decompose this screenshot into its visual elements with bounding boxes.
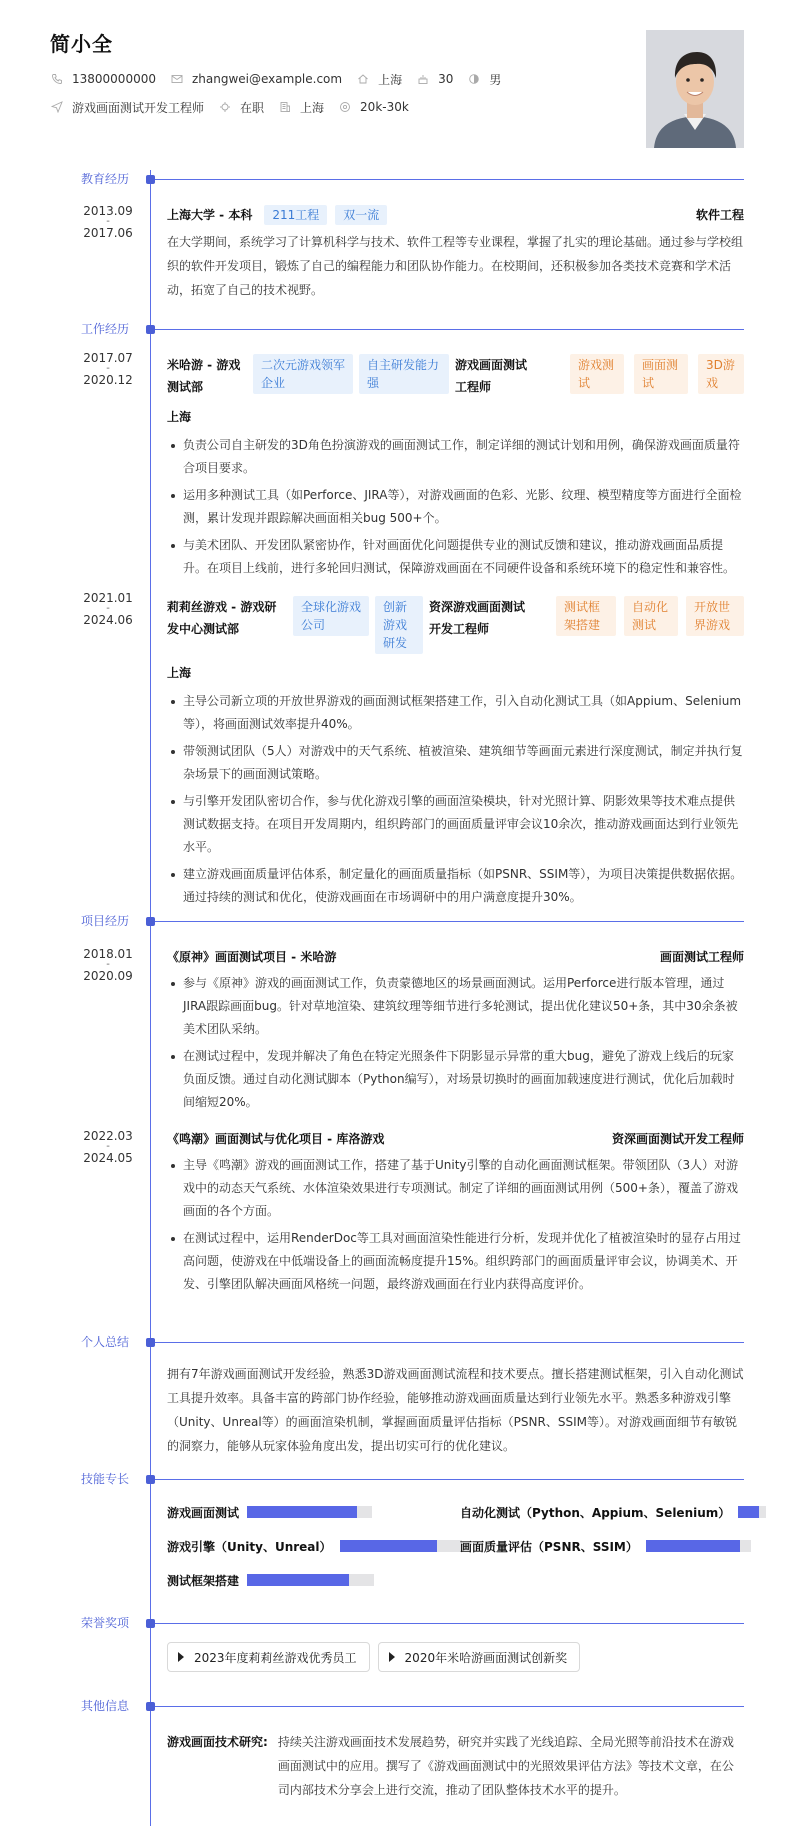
- skill-item: [460, 1538, 751, 1554]
- list-item: 主导《鸣潮》游戏的画面测试工作，搭建了基于Unity引擎的自动化画面测试框架。带领团队（3人）对游戏中的动态天气系统、水体渲染效果进行专项测试。制定了详细的画面测试用例（500+条），覆盖了游戏画面的各个方面。: [167, 1154, 744, 1223]
- award-label: 2023年度莉莉丝游戏优秀员工: [194, 1650, 357, 1665]
- edu-date: 2013.09 - 2017.06: [83, 204, 133, 240]
- project-bullets: [167, 972, 744, 1114]
- status-item: [218, 99, 264, 116]
- skill-item: [460, 1504, 766, 1520]
- timeline-dot: [146, 1475, 155, 1484]
- timeline-dot: [146, 325, 155, 334]
- section-rule: [155, 921, 744, 922]
- other-label: 游戏画面技术研究:: [167, 1735, 268, 1749]
- section-other: [0, 1697, 794, 1717]
- company-name: 米哈游 - 游戏测试部: [167, 358, 241, 394]
- skill-name: 游戏引擎（Unity、Unreal）: [167, 1539, 332, 1554]
- skill-bar-fill: [340, 1540, 438, 1552]
- list-item: 与美术团队、开发团队紧密协作，针对画面优化问题提供专业的测试反馈和建议，推动游戏画面品质提升。在项目上线前，进行多轮回归测试，保障游戏画面在不同硬件设备和系统环境下的稳定性和兼容性。: [167, 534, 744, 580]
- building-icon: [278, 100, 292, 114]
- work-entry: [167, 596, 744, 913]
- salary-item: [338, 100, 409, 114]
- other-text: 持续关注游戏画面技术发展趋势，研究并实践了光线追踪、全局光照等前沿技术在游戏画面测试中的应用。撰写了《游戏画面测试中的光照效果评估方法》等技术文章，在公司内部技术分享会上进行交流，推动了团队整体技术水平的提升。: [277, 1735, 734, 1797]
- project-entry: [167, 1128, 744, 1300]
- summary-block: [167, 1362, 744, 1458]
- skill-bar: [340, 1540, 462, 1552]
- end-date: 2024.06: [83, 613, 133, 627]
- target-job-item: [50, 99, 204, 116]
- section-title: 其他信息: [81, 1699, 130, 1713]
- work-date: 2017.07 - 2020.12: [83, 351, 133, 387]
- project-bullets: [167, 1154, 744, 1296]
- gender-value: 男: [489, 72, 502, 87]
- gender-item: [467, 71, 501, 88]
- list-item: 负责公司自主研发的3D角色扮演游戏的画面测试工作，制定详细的测试计划和用例，确保游戏画面质量符合项目要求。: [167, 434, 744, 480]
- company-tag: 二次元游戏领军企业: [253, 354, 353, 394]
- section-rule: [155, 329, 744, 330]
- timeline-dot: [146, 917, 155, 926]
- list-item: 建立游戏画面质量评估体系，制定量化的画面质量指标（如PSNR、SSIM等），为项目决策提供数据依据。通过持续的测试和优化，使游戏画面在市场调研中的用户满意度提升30%。: [167, 863, 744, 909]
- section-rule: [155, 1479, 744, 1480]
- phone-value: 13800000000: [72, 72, 156, 86]
- target-city-value: 上海: [300, 100, 325, 115]
- section-project: [0, 912, 794, 932]
- list-item: 在测试过程中，运用RenderDoc等工具对画面渲染性能进行分析，发现并优化了植被渲染时的显存占用过高问题，使游戏在中低端设备上的画面流畅度提升15%。组织跨部门的画面质量评审会议，协调美术、开发、引擎团队解决画面风格统一问题，最终游戏画面在行业内获得高度评价。: [167, 1227, 744, 1296]
- major: 软件工程: [695, 208, 744, 222]
- award-label: 2020年米哈游画面测试创新奖: [404, 1650, 568, 1665]
- job-intent-row: [50, 99, 630, 115]
- skill-bar: [247, 1506, 372, 1518]
- end-date: 2024.05: [83, 1151, 133, 1165]
- summary-text: 拥有7年游戏画面测试开发经验，熟悉3D游戏画面测试流程和技术要点。擅长搭建测试框架，引入自动化测试工具提升效率。具备丰富的跨部门协作经验，能够推动游戏画面质量达到行业领先水平。熟悉多种游戏引擎（Unity、Unreal等）的画面渲染机制，掌握画面质量评估指标（PSNR、SSIM等）。对游戏画面细节有敏锐的洞察力，能够从玩家体验角度出发，提出切实可行的优化建议。: [167, 1367, 744, 1453]
- other-block: [167, 1730, 744, 1802]
- age-item: [416, 72, 453, 86]
- status-icon: [218, 100, 232, 114]
- project-date: 2018.01 - 2020.09: [83, 947, 133, 983]
- location-item: [356, 71, 402, 88]
- contact-row: [50, 71, 630, 87]
- skill-tag: 开放世界游戏: [686, 596, 744, 636]
- status-value: 在职: [240, 100, 265, 115]
- home-icon: [356, 72, 370, 86]
- job-role: 资深游戏画面测试开发工程师: [429, 600, 526, 636]
- edu-description: 在大学期间，系统学习了计算机科学与技术、软件工程等专业课程，掌握了扎实的理论基础。通过参与学校组织的软件开发项目，锻炼了自己的编程能力和团队协作能力。在校期间，还积极参加各类技术竞赛和学术活动，拓宽了自己的技术视野。: [167, 235, 744, 297]
- edu-entry: [167, 204, 744, 302]
- section-rule: [155, 1706, 744, 1707]
- section-summary: [0, 1333, 794, 1353]
- start-date: 2018.01: [83, 947, 133, 961]
- list-item: 在测试过程中，发现并解决了角色在特定光照条件下阴影显示异常的重大bug，避免了游戏上线后的玩家负面反馈。通过自动化测试脚本（Python编写），对场景切换时的画面加载速度进行测试，优化后加载时间缩短20%。: [167, 1045, 744, 1114]
- email-value: zhangwei@example.com: [191, 72, 343, 86]
- start-date: 2021.01: [83, 591, 133, 605]
- age-value: 30: [438, 72, 454, 86]
- timeline-dot: [146, 1702, 155, 1711]
- work-entry: [167, 354, 744, 584]
- project-role: 资深画面测试开发工程师: [611, 1132, 744, 1146]
- school-name: 上海大学 - 本科: [167, 208, 253, 222]
- section-title: 教育经历: [81, 172, 130, 186]
- skill-bar: [646, 1540, 751, 1552]
- skill-name: 测试框架搭建: [167, 1573, 240, 1588]
- candidate-name: 简小全: [50, 32, 113, 56]
- section-skills: [0, 1470, 794, 1490]
- project-entry: [167, 946, 744, 1118]
- end-date: 2020.09: [83, 969, 133, 983]
- location-value: 上海: [378, 72, 403, 87]
- list-item: 主导公司新立项的开放世界游戏的画面测试框架搭建工作，引入自动化测试工具（如Appium、Selenium等），将画面测试效率提升40%。: [167, 690, 744, 736]
- end-date: 2020.12: [83, 373, 133, 387]
- section-rule: [155, 1342, 744, 1343]
- end-date: 2017.06: [83, 226, 133, 240]
- list-item: 参与《原神》游戏的画面测试工作，负责蒙德地区的场景画面测试。运用Perforce进行版本管理，通过JIRA跟踪画面bug。针对草地渲染、建筑纹理等细节进行多轮测试，提出优化建议50+条，其中30余条被美术团队采纳。: [167, 972, 744, 1041]
- target-city-item: [278, 99, 324, 116]
- job-role: 游戏画面测试工程师: [455, 358, 528, 394]
- skill-item: [167, 1538, 462, 1554]
- project-name: 《鸣潮》画面测试与优化项目 - 库洛游戏: [167, 1132, 385, 1146]
- section-awards: [0, 1614, 794, 1634]
- company-tag: 创新游戏研发: [375, 596, 423, 654]
- avatar: [646, 30, 744, 148]
- awards-list: [167, 1642, 744, 1672]
- play-icon: [178, 1652, 184, 1662]
- award-item: [167, 1642, 370, 1672]
- mail-icon: [170, 72, 184, 86]
- project-role: 画面测试工程师: [659, 950, 744, 964]
- section-work: [0, 320, 794, 340]
- skill-name: 自动化测试（Python、Appium、Selenium）: [460, 1505, 731, 1520]
- phone-item: [50, 72, 156, 86]
- skill-tag: 画面测试: [634, 354, 688, 394]
- list-item: 运用多种测试工具（如Perforce、JIRA等），对游戏画面的色彩、光影、纹理、模型精度等方面进行全面检测，累计发现并跟踪解决画面相关bug 500+个。: [167, 484, 744, 530]
- project-name: 《原神》画面测试项目 - 米哈游: [167, 950, 337, 964]
- skill-bar-fill: [247, 1574, 349, 1586]
- list-item: 带领测试团队（5人）对游戏中的天气系统、植被渲染、建筑细节等画面元素进行深度测试，制定并执行复杂场景下的画面测试策略。: [167, 740, 744, 786]
- skill-tag: 测试框架搭建: [556, 596, 616, 636]
- section-rule: [155, 1623, 744, 1624]
- section-title: 技能专长: [81, 1472, 130, 1486]
- timeline-dot: [146, 175, 155, 184]
- start-date: 2022.03: [83, 1129, 133, 1143]
- work-bullets: [167, 690, 744, 909]
- project-date: 2022.03 - 2024.05: [83, 1129, 133, 1165]
- salary-icon: [338, 100, 352, 114]
- work-location: 上海: [167, 410, 192, 424]
- phone-icon: [50, 72, 64, 86]
- skill-bar-fill: [247, 1506, 357, 1518]
- section-title: 个人总结: [81, 1335, 130, 1349]
- school-tag: 双一流: [335, 205, 387, 225]
- section-rule: [155, 179, 744, 180]
- skill-bar: [247, 1574, 374, 1586]
- email-item: [170, 72, 342, 86]
- skill-name: 画面质量评估（PSNR、SSIM）: [460, 1539, 638, 1554]
- work-date: 2021.01 - 2024.06: [83, 591, 133, 627]
- award-item: [378, 1642, 581, 1672]
- skill-tag: 3D游戏: [698, 354, 744, 394]
- work-location: 上海: [167, 666, 192, 680]
- skill-item: [167, 1572, 374, 1588]
- resume-header: [50, 28, 630, 115]
- company-tag: 自主研发能力强: [359, 354, 449, 394]
- skill-name: 游戏画面测试: [167, 1505, 240, 1520]
- salary-value: 20k-30k: [360, 100, 409, 114]
- target-job-value: 游戏画面测试开发工程师: [72, 100, 205, 115]
- start-date: 2017.07: [83, 351, 133, 365]
- skill-bar-fill: [738, 1506, 759, 1518]
- company-tag: 全球化游戏公司: [293, 596, 369, 636]
- skill-bar-fill: [646, 1540, 741, 1552]
- school-tag: 211工程: [264, 205, 327, 225]
- start-date: 2013.09: [83, 204, 133, 218]
- skill-tag: 游戏测试: [570, 354, 624, 394]
- send-icon: [50, 100, 64, 114]
- skill-tag: 自动化测试: [624, 596, 678, 636]
- timeline-line: [150, 170, 151, 1826]
- skill-bar: [738, 1506, 766, 1518]
- play-icon: [389, 1652, 395, 1662]
- skill-item: [167, 1504, 372, 1520]
- timeline-dot: [146, 1338, 155, 1347]
- cake-icon: [416, 72, 430, 86]
- gender-icon: [467, 72, 481, 86]
- timeline-dot: [146, 1619, 155, 1628]
- section-education: [0, 170, 794, 190]
- section-title: 荣誉奖项: [81, 1616, 130, 1630]
- company-name: 莉莉丝游戏 - 游戏研发中心测试部: [167, 600, 277, 636]
- section-title: 工作经历: [81, 322, 130, 336]
- work-bullets: [167, 434, 744, 580]
- list-item: 与引擎开发团队密切合作，参与优化游戏引擎的画面渲染模块，针对光照计算、阴影效果等技术难点提供测试数据支持。在项目开发周期内，组织跨部门的画面质量评审会议10余次，推动游戏画面达到行业领先水平。: [167, 790, 744, 859]
- section-title: 项目经历: [81, 914, 130, 928]
